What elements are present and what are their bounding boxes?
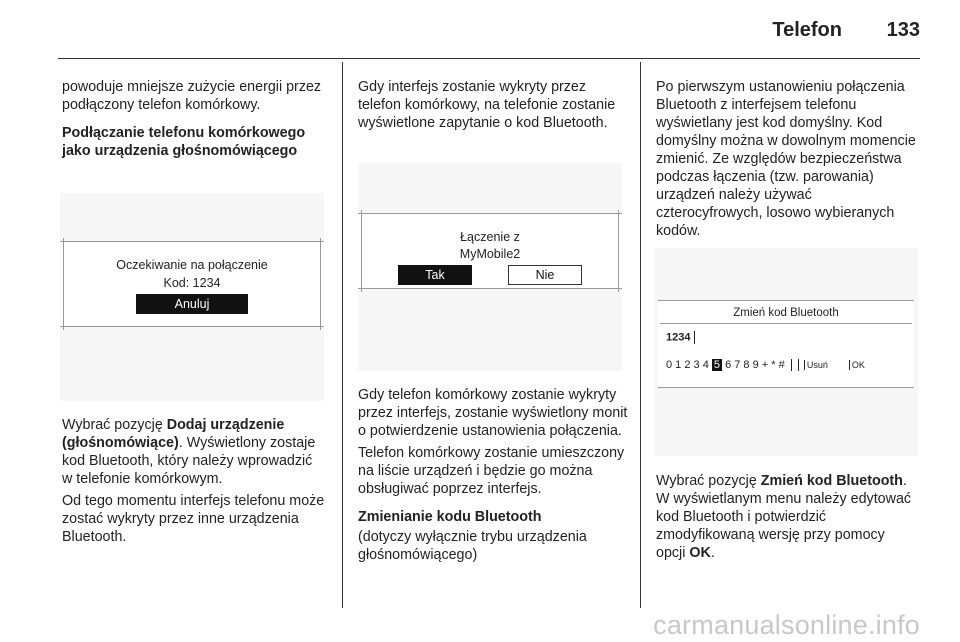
header-divider — [58, 58, 920, 59]
column-2-lower — [358, 386, 628, 564]
col2-paragraph-2: Telefon komórkowy zostanie umieszczony na liście urządzeń i będzie go można obsługiwać poprzez interfejs. — [358, 445, 625, 497]
col2-section-heading: Zmienianie kodu Bluetooth — [358, 509, 542, 525]
column-divider-2 — [640, 62, 641, 608]
pairing-code-label: Kod: 1234 — [163, 276, 221, 290]
change-code-title: Zmień kod Bluetooth — [733, 307, 839, 319]
pairing-wait-title: Oczekiwanie na połączenie — [116, 258, 268, 272]
col2-intro-paragraph: Gdy interfejs zostanie wykryty przez telefon komórkowy, na telefonie zostanie wyświetlone zapytanie o kod Bluetooth. — [358, 79, 616, 131]
pairing-confirm-screen — [358, 163, 622, 371]
pairing-wait-dialog — [60, 241, 324, 327]
change-code-dialog — [658, 300, 914, 388]
col3-p1-bold: Zmień kod Bluetooth — [760, 473, 903, 489]
delete-key[interactable]: Usuń — [804, 360, 828, 370]
cancel-button[interactable]: Anuluj — [136, 294, 248, 314]
col3-paragraph-1 — [656, 472, 918, 562]
col1-p1-text-end: . Wyświetlony zostaje kod Bluetooth, który należy wprowadzić w telefonie komórkowym. — [62, 435, 316, 487]
col1-p1-text: Wybrać pozycję — [62, 417, 167, 433]
change-code-screen — [654, 248, 918, 456]
col1-paragraph-2: Od tego momentu interfejs telefonu może zostać wykryty przez inne urządzenia Bluetooth. — [62, 493, 325, 545]
col1-section-heading: Podłączanie telefonu komórkowego jako urządzenia głośnomówiącego — [62, 125, 306, 159]
cursor-move-icon[interactable] — [791, 359, 799, 371]
pairing-confirm-dialog — [358, 213, 622, 289]
page-number: 133 — [886, 19, 920, 41]
code-entry-value: 1234 — [666, 331, 691, 344]
keypad-key-selected[interactable]: 5 — [713, 359, 721, 371]
col3-intro-paragraph: Po pierwszym ustanowieniu połączenia Bluetooth z interfejsem telefonu wyświetlany jest kod domyślny. Kod domyślny można w dowolnym momencie zmienić. Ze względów bezpieczeństwa podczas łączenia (tzw. parowania) urządzeń należy używać czterocyfrowych, losowo wybieranych kodów. — [656, 79, 916, 239]
column-1 — [62, 78, 326, 160]
page-header — [0, 0, 960, 62]
no-button[interactable]: Nie — [508, 265, 582, 285]
column-1-lower — [62, 416, 326, 546]
col1-p1-bold: Dodaj urządzenie (głośnomówiące) — [62, 417, 285, 451]
col2-paragraph-1: Gdy telefon komórkowy zostanie wykryty przez interfejs, zostanie wyświetlony monit o potwierdzenie ustanowienia połączenia. — [358, 387, 628, 439]
col3-p1-text-mid: . W wyświetlanym menu należy edytować kod Bluetooth i potwierdzić zmodyfikowaną wersję przy pomocy opcji — [656, 473, 912, 561]
page-footer — [0, 608, 960, 642]
column-2 — [358, 78, 628, 132]
code-entry-field[interactable] — [666, 331, 695, 344]
pairing-wait-screen — [60, 193, 324, 401]
keypad-keys-before[interactable]: 0 1 2 3 4 — [666, 359, 709, 371]
col3-p1-text: Wybrać pozycję — [656, 473, 761, 489]
col1-intro-paragraph: powoduje mniejsze zużycie energii przez podłączony telefon komórkowy. — [62, 79, 322, 113]
column-3 — [656, 78, 918, 240]
col3-p1-bold-ok: OK — [689, 545, 711, 561]
col2-note: (dotyczy wyłącznie trybu urządzenia głośnomówiącego) — [358, 529, 587, 563]
watermark: carmanualsonline.info — [653, 610, 920, 640]
pairing-confirm-line-1: Łączenie z — [460, 230, 520, 244]
col1-paragraph-1 — [62, 416, 326, 488]
change-code-title-divider — [660, 323, 912, 324]
ok-key[interactable]: OK — [849, 360, 865, 370]
pairing-confirm-device: MyMobile2 — [459, 247, 521, 261]
text-cursor — [694, 331, 695, 344]
column-3-lower — [656, 472, 918, 562]
yes-button[interactable]: Tak — [398, 265, 472, 285]
column-divider-1 — [342, 62, 343, 608]
page-title: Telefon — [772, 19, 842, 41]
keypad-keys-after[interactable]: 6 7 8 9 + * # — [725, 359, 785, 371]
col3-p1-text-end: . — [710, 545, 715, 561]
keypad-row — [666, 359, 865, 371]
